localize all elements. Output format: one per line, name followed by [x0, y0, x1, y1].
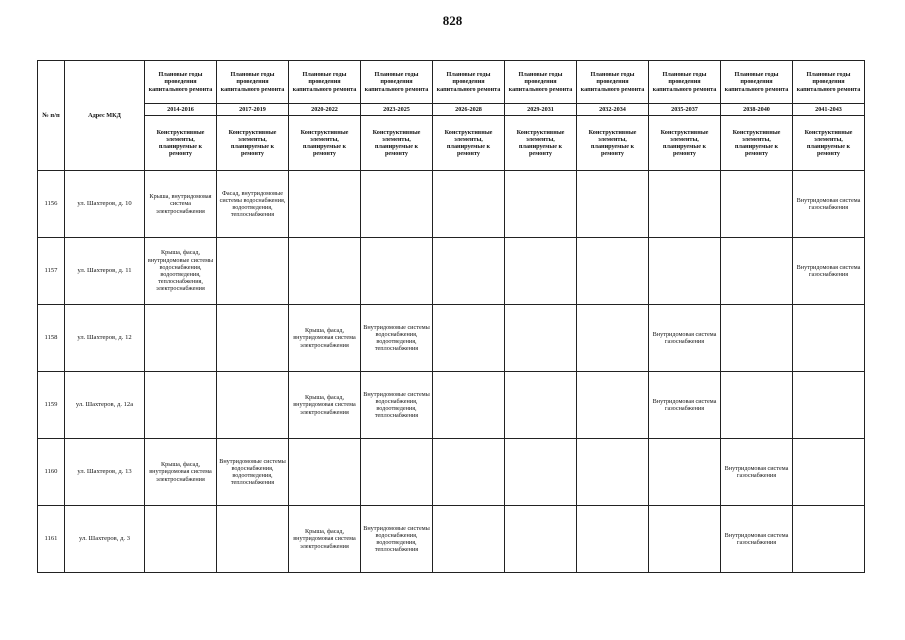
repair-elements-cell: [217, 238, 289, 305]
repair-elements-cell: [721, 305, 793, 372]
row-address: ул. Шахтеров, д. 10: [65, 171, 145, 238]
repair-elements-cell: [577, 171, 649, 238]
row-address: ул. Шахтеров, д. 12а: [65, 372, 145, 439]
repair-elements-cell: [145, 372, 217, 439]
repair-elements-cell: Крыша, фасад, внутридомовая система электроснабжения: [145, 439, 217, 506]
elements-header: Конструктивные элементы, планируемые к ремонту: [505, 116, 577, 171]
repair-elements-cell: [289, 171, 361, 238]
repair-elements-cell: [721, 372, 793, 439]
row-number: 1157: [38, 238, 65, 305]
repair-elements-cell: Внутридомовая система газоснабжения: [721, 506, 793, 573]
repair-elements-cell: Крыша, фасад, внутридомовая система электроснабжения: [289, 305, 361, 372]
repair-elements-cell: [505, 238, 577, 305]
elements-header: Конструктивные элементы, планируемые к ремонту: [577, 116, 649, 171]
planned-years-header: Плановые годы проведения капитального ремонта: [505, 61, 577, 104]
repair-elements-cell: [649, 171, 721, 238]
planned-years-header: Плановые годы проведения капитального ремонта: [433, 61, 505, 104]
planned-years-header: Плановые годы проведения капитального ремонта: [577, 61, 649, 104]
col-num-header: № п/п: [38, 61, 65, 171]
repair-elements-cell: [577, 305, 649, 372]
repair-elements-cell: Внутридомовая система газоснабжения: [793, 171, 865, 238]
table-row: [38, 506, 865, 573]
repair-elements-cell: Внутридомовая система газоснабжения: [721, 439, 793, 506]
elements-header: Конструктивные элементы, планируемые к ремонту: [649, 116, 721, 171]
repair-elements-cell: Крыша, внутридомовая система электроснабжения: [145, 171, 217, 238]
capital-repair-table: [37, 60, 865, 573]
row-address: ул. Шахтеров, д. 12: [65, 305, 145, 372]
planned-years-header: Плановые годы проведения капитального ремонта: [217, 61, 289, 104]
elements-header: Конструктивные элементы, планируемые к ремонту: [433, 116, 505, 171]
planned-years-header: Плановые годы проведения капитального ремонта: [793, 61, 865, 104]
period-header: 2026-2028: [433, 104, 505, 116]
table-row: [38, 372, 865, 439]
period-header: 2014-2016: [145, 104, 217, 116]
repair-elements-cell: [793, 305, 865, 372]
repair-elements-cell: [577, 238, 649, 305]
planned-years-header: Плановые годы проведения капитального ремонта: [361, 61, 433, 104]
repair-elements-cell: Внутридомовая система газоснабжения: [649, 372, 721, 439]
repair-elements-cell: [793, 372, 865, 439]
repair-elements-cell: Внутридомовая система газоснабжения: [649, 305, 721, 372]
planned-years-header: Плановые годы проведения капитального ремонта: [721, 61, 793, 104]
elements-header: Конструктивные элементы, планируемые к ремонту: [217, 116, 289, 171]
elements-header: Конструктивные элементы, планируемые к ремонту: [289, 116, 361, 171]
repair-elements-cell: [433, 238, 505, 305]
table-row: [38, 238, 865, 305]
repair-elements-cell: [505, 305, 577, 372]
repair-elements-cell: [649, 439, 721, 506]
page-number: 828: [442, 13, 463, 28]
repair-elements-cell: [145, 305, 217, 372]
repair-elements-cell: Внутридомовые системы водоснабжения, водоотведения, теплоснабжения: [217, 439, 289, 506]
table-row: [38, 305, 865, 372]
repair-elements-cell: [433, 506, 505, 573]
header-row-elements: [38, 116, 865, 171]
repair-elements-cell: [289, 238, 361, 305]
repair-elements-cell: [793, 506, 865, 573]
row-number: 1160: [38, 439, 65, 506]
repair-elements-cell: [217, 305, 289, 372]
row-number: 1156: [38, 171, 65, 238]
elements-header: Конструктивные элементы, планируемые к ремонту: [793, 116, 865, 171]
repair-elements-cell: [217, 372, 289, 439]
repair-elements-cell: Крыша, фасад, внутридомовая система электроснабжения: [289, 506, 361, 573]
table-body: [38, 171, 865, 573]
row-number: 1159: [38, 372, 65, 439]
repair-elements-cell: [289, 439, 361, 506]
repair-elements-cell: Внутридомовые системы водоснабжения, водоотведения, теплоснабжения: [361, 305, 433, 372]
period-header: 2017-2019: [217, 104, 289, 116]
repair-elements-cell: [577, 439, 649, 506]
repair-elements-cell: [433, 171, 505, 238]
planned-years-header: Плановые годы проведения капитального ремонта: [145, 61, 217, 104]
elements-header: Конструктивные элементы, планируемые к ремонту: [721, 116, 793, 171]
repair-elements-cell: Внутридомовые системы водоснабжения, водоотведения, теплоснабжения: [361, 372, 433, 439]
header-row-periods: [38, 104, 865, 116]
repair-elements-cell: [649, 506, 721, 573]
repair-elements-cell: [145, 506, 217, 573]
repair-elements-cell: [433, 439, 505, 506]
repair-elements-cell: [577, 506, 649, 573]
repair-elements-cell: Фасад, внутридомовые системы водоснабжения, водоотведения, теплоснабжения: [217, 171, 289, 238]
repair-elements-cell: [505, 439, 577, 506]
col-addr-header: Адрес МКД: [65, 61, 145, 171]
repair-elements-cell: [649, 238, 721, 305]
period-header: 2020-2022: [289, 104, 361, 116]
row-address: ул. Шахтеров, д. 3: [65, 506, 145, 573]
period-header: 2038-2040: [721, 104, 793, 116]
repair-elements-cell: [217, 506, 289, 573]
repair-elements-cell: [505, 506, 577, 573]
repair-elements-cell: Внутридомовые системы водоснабжения, водоотведения, теплоснабжения: [361, 506, 433, 573]
row-address: ул. Шахтеров, д. 13: [65, 439, 145, 506]
repair-elements-cell: [721, 238, 793, 305]
period-header: 2035-2037: [649, 104, 721, 116]
repair-elements-cell: Крыша, фасад, внутридомовая система электроснабжения: [289, 372, 361, 439]
row-address: ул. Шахтеров, д. 11: [65, 238, 145, 305]
planned-years-header: Плановые годы проведения капитального ремонта: [649, 61, 721, 104]
elements-header: Конструктивные элементы, планируемые к ремонту: [361, 116, 433, 171]
repair-elements-cell: [361, 439, 433, 506]
header-row-years-label: [38, 61, 865, 104]
repair-elements-cell: [793, 439, 865, 506]
repair-elements-cell: [433, 305, 505, 372]
repair-elements-cell: Крыша, фасад, внутридомовые системы водоснабжения, водоотведения, теплоснабжения, электроснабжения: [145, 238, 217, 305]
period-header: 2032-2034: [577, 104, 649, 116]
repair-elements-cell: Внутридомовая система газоснабжения: [793, 238, 865, 305]
repair-elements-cell: [505, 372, 577, 439]
repair-elements-cell: [721, 171, 793, 238]
row-number: 1158: [38, 305, 65, 372]
planned-years-header: Плановые годы проведения капитального ремонта: [289, 61, 361, 104]
period-header: 2041-2043: [793, 104, 865, 116]
elements-header: Конструктивные элементы, планируемые к ремонту: [145, 116, 217, 171]
repair-elements-cell: [577, 372, 649, 439]
table-row: [38, 439, 865, 506]
repair-elements-cell: [433, 372, 505, 439]
row-number: 1161: [38, 506, 65, 573]
repair-elements-cell: [505, 171, 577, 238]
repair-elements-cell: [361, 238, 433, 305]
repair-elements-cell: [361, 171, 433, 238]
period-header: 2029-2031: [505, 104, 577, 116]
table-row: [38, 171, 865, 238]
period-header: 2023-2025: [361, 104, 433, 116]
